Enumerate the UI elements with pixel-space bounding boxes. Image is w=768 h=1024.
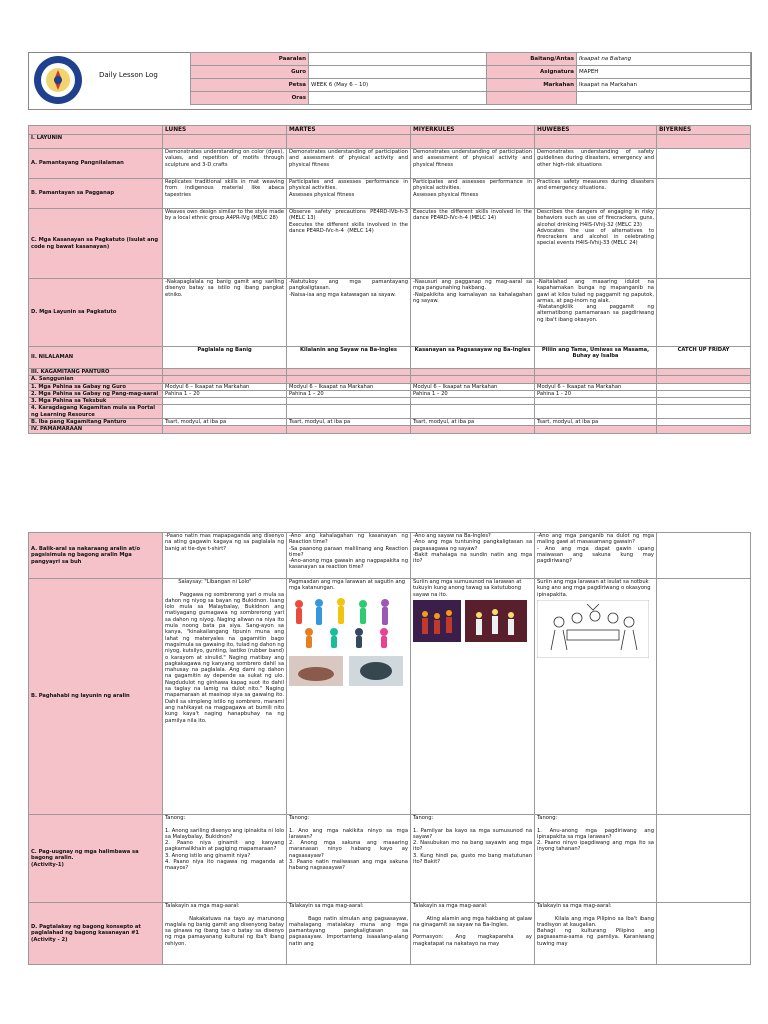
topic-cell: Piliin ang Tama, Umiwas sa Masama, Buhay ay Isalba <box>535 347 657 369</box>
cell <box>535 405 657 419</box>
cell: Executes the different skills involved in the dance PE4RD-IVc-h-4 (MELC 14) <box>411 209 535 279</box>
cell: Tsart, modyul, at iba pa <box>411 419 535 426</box>
cell <box>411 398 535 405</box>
cell-text: Suriin ang mga sumusunod na larawan at tukuyin kung anong tawag sa katutubong sayaw na ito. <box>413 579 522 598</box>
cell <box>657 903 751 965</box>
section-layunin: I. LAYUNIN <box>29 135 163 149</box>
row-label: C. Pag-uugnay ng mga halimbawa sa bagong aralin. (Activity-1) <box>29 815 163 903</box>
day-header: LUNES <box>163 126 287 135</box>
image-cell <box>411 579 535 815</box>
cell: Modyul 6 – Ikaapat na Markahan <box>535 383 657 390</box>
topic-cell: Kasanayan sa Pagsasayaw ng Ba-Ingles <box>411 347 535 369</box>
label-empty <box>487 92 577 105</box>
day-header: MIYERKULES <box>411 126 535 135</box>
row-label: 1. Mga Pahina sa Gabay ng Guro <box>29 383 163 390</box>
row-label: B. Paghahabi ng layunin ng aralin <box>29 579 163 815</box>
cell <box>657 149 751 179</box>
cell: Tanong: 1. Anong sariling disenyo ang ipinakita ni lolo sa Malaybalay, Bukidnon? 2. Paano niya ginamit ang kanyang pagkamalikhain at pagiging mapamaraan? 3. Anong istilo ang ginamit niya? 4. Paano niya ito nagawa ng maganda at maayos? <box>163 815 287 903</box>
cell <box>287 398 411 405</box>
cell: Modyul 6 – Ikaapat na Markahan <box>163 383 287 390</box>
row-label: B. Iba pang Kagamitang Panturo <box>29 419 163 426</box>
value-markahan: Ikaapat na Markahan <box>577 79 751 92</box>
cell: -Ano ang kahalagahan ng kasanayan ng Reaction time? -Sa paanong paraan malilinang ang Reaction time? -Ano-anong mga gawain ang nagpapakita ng kasanayan sa reaction time? <box>287 533 411 579</box>
cell: Participates and assesses performance in physical activities. Assesses physical fitness <box>287 179 411 209</box>
row-label: 4. Karagdagang Kagamitan mula sa Portal ng Learning Resource <box>29 405 163 419</box>
label-paaralan: Paaralan <box>191 53 309 66</box>
cell: Demonstrates understanding on color (dyes), values, and repetition of motifs through sculpture and 3-D crafts <box>163 149 287 179</box>
topic-cell: CATCH UP FRIDAY <box>657 347 751 369</box>
row-label: A. Balik-aral sa nakaraang aralin at/o pagsisimula ng bagong aralin Mga pangyayri sa buh <box>29 533 163 579</box>
cell <box>657 419 751 426</box>
day-header: BIYERNES <box>657 126 751 135</box>
cell: Participates and assesses performance in physical activities. Assesses physical fitness <box>411 179 535 209</box>
cell <box>657 533 751 579</box>
deped-seal-icon <box>33 55 83 105</box>
cell: -Ano ang sayaw na Ba-Ingles? -Ano ang mga tuntuning pangkaligtasan sa pagsasagawa ng sayaw? -Bakit mahalaga na sundin natin ang mga ito? <box>411 533 535 579</box>
topic-cell: Kilalanin ang Sayaw na Ba-Ingles <box>287 347 411 369</box>
cell: -Nasusuri ang pagganap ng mag-aaral sa mga pangunahing hakbang. -Naipakikita ang kamalayan sa kahalagahan ng sayaw. <box>411 279 535 347</box>
cell: Pahina 1 – 20 <box>411 390 535 397</box>
day-header: HUWEBES <box>535 126 657 135</box>
cell <box>657 405 751 419</box>
section-pamamaraan: IV. PAMAMARAAN <box>29 426 163 433</box>
section-kagamitan: III. KAGAMITANG PANTURO <box>29 369 163 376</box>
topic-cell: Paglalala ng Banig <box>163 347 287 369</box>
cell <box>657 398 751 405</box>
row-label: D. Mga Layunin sa Pagkatuto <box>29 279 163 347</box>
row-label: C. Mga Kasanayan sa Pagkatuto (Isulat ang code ng bawat kasanayan) <box>29 209 163 279</box>
cell <box>411 405 535 419</box>
celebration-image <box>537 600 649 658</box>
cell: Talakayin sa mga mag-aaral: Nakakatuwa na tayo ay marunong maglala ng banig gamit ang disenyong batay sa ginawa ng ibang tao o batay sa disenyo ng mga pamayanang kultural ng iba't ibang rehiyon. <box>163 903 287 965</box>
value-oras <box>309 92 487 105</box>
cell: Talakayin sa mga mag-aaral: Bago natin simulan ang pagsasayaw, mahalagang matalakay muna ang mga pamantayang pangkaligtasan sa pagsasayaw. Importanteng isaaalang-alang natin ang <box>287 903 411 965</box>
cell <box>163 398 287 405</box>
cell: Modyul 6 – Ikaapat na Markahan <box>411 383 535 390</box>
label-guro: Guro <box>191 66 309 79</box>
cell: Describes the dangers of engaging in risky behaviors such as use of firecrackers, guns, alcohol drinking H4IS-IVhij-32 (MELC 23) Advocates the use of alternatives to firecrackers and alcohol in celebrating special events H4IS-IVhij-33 (MELC 24) <box>535 209 657 279</box>
value-petsa: WEEK 6 (May 6 – 10) <box>309 79 487 92</box>
dance-photo-image <box>289 656 403 686</box>
lesson-table-1 <box>28 125 751 434</box>
label-petsa: Petsa <box>191 79 309 92</box>
cell: Tanong: 1. Pamilyar ba kayo sa mga sumusunod na sayaw? 2. Nasubukan mo na bang sayawin ang mga ito? 3. Kung hindi pa, gusto mo bang matutunan ito? Bakit? <box>411 815 535 903</box>
cell: Observe safety precautions PE4RD-IVb-h-3 (MELC 13) Executes the different skills involved in the dance PE4RD-IVc-h-4 (MELC 14) <box>287 209 411 279</box>
value-empty <box>577 92 751 105</box>
cell: Tanong: 1. Ano ang mga nakikita ninyo sa mga larawan? 2. Anong mga sakuna ang maaaring maranasan ninyo habang kayo ay nagsasayaw? 3. Paano natin maiiwasan ang mga sakuna habang nagsasayaw? <box>287 815 411 903</box>
cell: Tsart, modyul, at iba pa <box>163 419 287 426</box>
cell: Replicates traditional skills in mat weaving from indigenous material like abaca tapestries <box>163 179 287 209</box>
label-baitang: Baitang/Antas <box>487 53 577 66</box>
value-baitang: Ikaapat na Baitang <box>577 53 751 66</box>
cell: Pahina 1 – 20 <box>287 390 411 397</box>
cell <box>657 279 751 347</box>
cell: Tanong: 1. Anu-anong mga pagdiriwang ang ipinapakita sa mga larawan? 2. Paano ninyo ipagdiwang ang mga ito sa inyong tahanan? <box>535 815 657 903</box>
image-cell <box>287 579 411 815</box>
cell-text: Pagmasdan ang mga larawan at sagutin ang mga katanungan. <box>289 579 406 592</box>
cell <box>657 209 751 279</box>
cell: Weaves own design similar to the style made by a local ethnic group A4PR-IVg (MELC 28) <box>163 209 287 279</box>
value-paaralan <box>309 53 487 66</box>
cell: Talakayin sa mga mag-aaral: Kilala ang mga Pilipino sa iba't ibang tradisyon at kaugalian. Bahagi ng kulturang Pilipino ang pagsasama-sama ng pamilya. Karaniwang tuwing may <box>535 903 657 965</box>
cell <box>657 815 751 903</box>
header-info-table <box>190 52 751 105</box>
cell: -Paano natin mas mapapaganda ang disenyo na ating gagawin kagaya ng sa paglalala ng banig at tie-dye t-shirt? <box>163 533 287 579</box>
cell <box>287 405 411 419</box>
cell: -Ano ang mga panganib na dulot ng mga maling gawi at masasamang gawain? - Ano ang mga dapat gawin upang maiwasan ang sakuna kung may pagdiriwang? <box>535 533 657 579</box>
value-asignatura: MAPEH <box>577 66 751 79</box>
label-markahan: Markahan <box>487 79 577 92</box>
cell: Demonstrates understanding of participation and assessment of physical activity and physical fitness <box>287 149 411 179</box>
cell: Practices safety measures during disasters and emergency situations. <box>535 179 657 209</box>
lesson-table-2 <box>28 532 751 965</box>
cell: Tsart, modyul, at iba pa <box>535 419 657 426</box>
story-cell: Salaysay: "Libangan ni Lolo" Paggawa ng sombrerong yari o mula sa dahon ng niyog sa bayan ng Bukidnon. Isang lolo mula sa Malaybalay, Bukidnon ang matiyagang gumagawa ng sombrerong yari sa dahon ng niyog. Naging aliwan na niya ito mula noong bata pa siya. Sang-ayon sa kanya, "kinakailangang tipunin muna ang lahat ng materyales na gagamitin bago magsimula sa gawaing ito, tulad ng dahon ng niyog, kutsilyo, gunting, lastiko (rubber band) o karayom at sinulid." Naging matibay ang pagkakagawa ng kanyang sombrero dahil sa mahusay na paglalala. Ang dami ng dahon na gagamitin ay depende sa sukat ng ulo. Nagdudulot ng ginhawa kapag suot ito dahil sa taglay na lamig na dulot nito." Naging mapamaraan at masinop siya sa gawaing ito. Dahil sa simpleng istilo ng sombrero, marami ang nahikayat na magpagawa at bumili nito kung kaya't naging hanapbuhay na ng pamilya nila ito. <box>163 579 287 815</box>
row-label: B. Pamantayan sa Pagganap <box>29 179 163 209</box>
cell: Pahina 1 - 20 <box>535 390 657 397</box>
cell <box>657 390 751 397</box>
dance-safety-image <box>289 594 403 650</box>
cell: Demonstrates understanding of participation and assessment of physical activity and physical fitness <box>411 149 535 179</box>
cell: Talakayin sa mga mag-aaral: Ating alamin ang mga hakbang at galaw na ginagamit sa sayaw na Ba-Ingles. Pormasyon: Ang magkapareha ay magkatapat na nakatayo na may <box>411 903 535 965</box>
cell: -Natutukoy ang mga pamantayang pangkaligtasan. -Naisa-isa ang mga katawagan sa sayaw. <box>287 279 411 347</box>
cell <box>535 398 657 405</box>
cell-text: Suriin ang mga larawan at isulat sa notbuk kung ano ang mga pagdiriwang o okasyong ipinapakita. <box>537 579 651 598</box>
row-label: 3. Mga Pahina sa Teksbuk <box>29 398 163 405</box>
cell <box>657 579 751 815</box>
label-asignatura: Asignatura <box>487 66 577 79</box>
ba-ingles-dance-image <box>413 600 527 642</box>
label-oras: Oras <box>191 92 309 105</box>
cell: Tsart, modyul, at iba pa <box>287 419 411 426</box>
cell: -Nakapaglalala ng banig gamit ang sariling disenyo batay sa istilo ng ibang pangkat etniko. <box>163 279 287 347</box>
row-label-nilalaman: II. NILALAMAN <box>29 347 163 369</box>
corner-cell <box>29 126 163 135</box>
image-cell <box>535 579 657 815</box>
cell: Demonstrates understanding of safety guidelines during disasters, emergency and other high-risk situations <box>535 149 657 179</box>
cell <box>657 383 751 390</box>
cell <box>163 405 287 419</box>
row-label: A. Pamantayang Pangnilalaman <box>29 149 163 179</box>
row-label: D. Pagtalakay ng bagong konsepto at paglalahad ng bagong kasanayan #1 (Activity - 2) <box>29 903 163 965</box>
cell: Pahina 1 – 20 <box>163 390 287 397</box>
day-header: MARTES <box>287 126 411 135</box>
row-label: 2. Mga Pahina sa Gabay ng Pang-mag-aaral <box>29 390 163 397</box>
cell: -Naitalahad ang maaaring idulot na kapahamakan bunga ng mapanganib na gawi at kilos tulad ng paggamit ng paputok, armas, at pag-inom ng alak. -Natatangkilik ang paggamit ng alternatibong pamamaraan sa pagdiriwang ng iba't ibang okasyon. <box>535 279 657 347</box>
cell: Modyul 6 – Ikaapat na Markahan <box>287 383 411 390</box>
section-sanggunian: A. Sanggunian <box>29 376 163 383</box>
document-title: Daily Lesson Log <box>99 71 158 79</box>
cell <box>657 179 751 209</box>
value-guro <box>309 66 487 79</box>
